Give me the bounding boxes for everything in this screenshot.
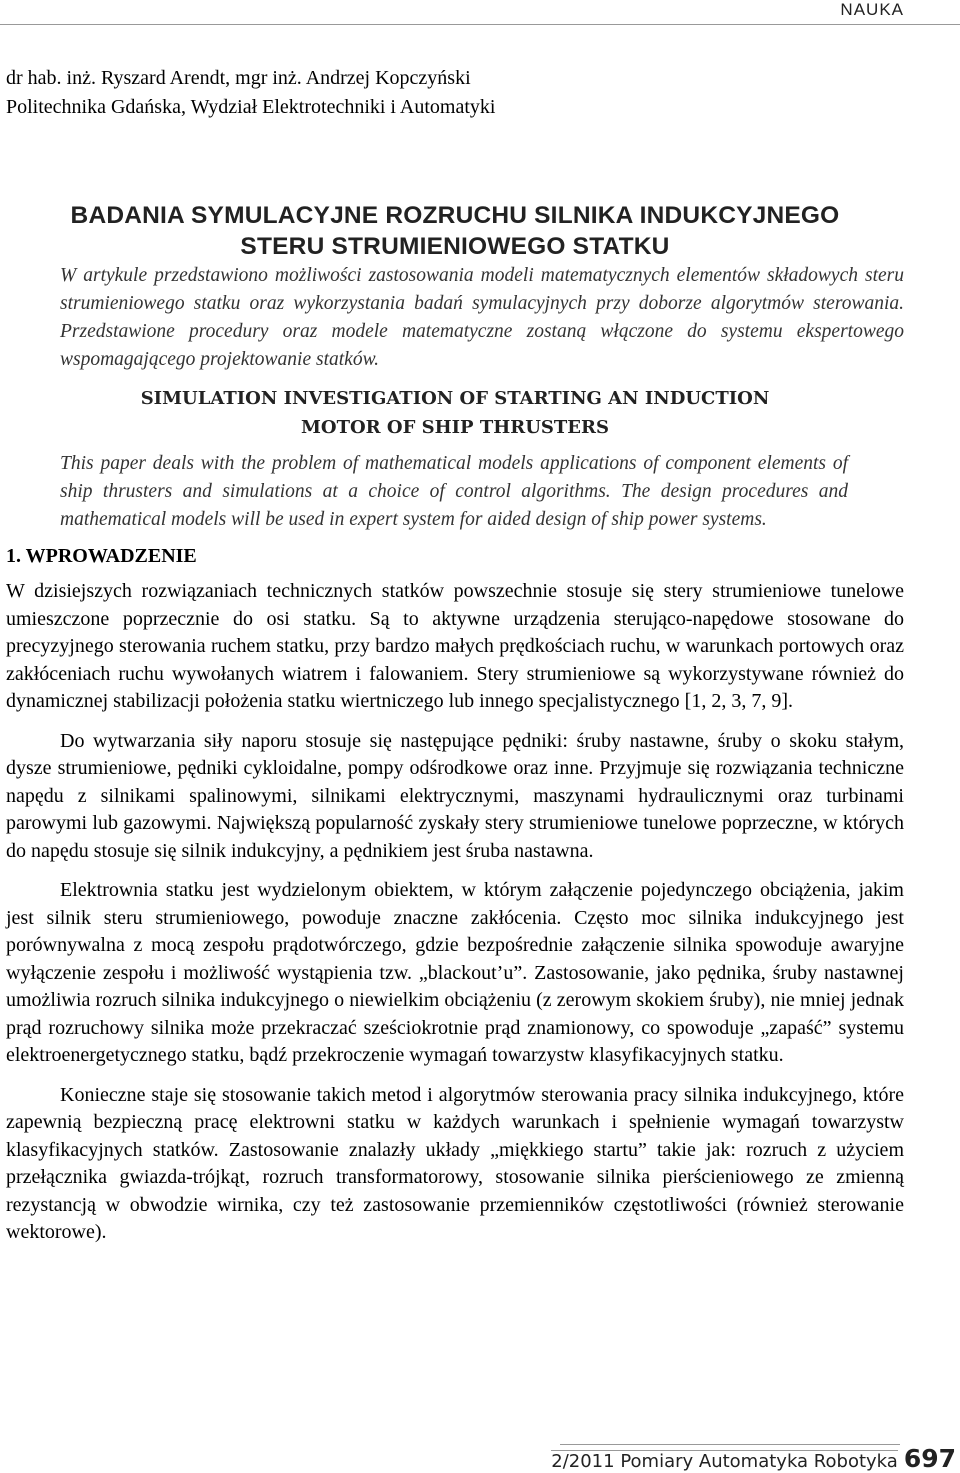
abstract-english: This paper deals with the problem of mathematical models applications of component elements of ship thrusters and simulations at a choice of control algorithms. The design procedures and mathematical models will be used in expert system for aided design of ship power systems. bbox=[60, 453, 848, 530]
author-names: dr hab. inż. Ryszard Arendt, mgr inż. Andrzej Kopczyński bbox=[6, 67, 471, 89]
abstract-polish: W artykule przedstawiono możliwości zastosowania modeli matematycznych elementów składowych steru strumieniowego statku oraz wykorzystania badań symulacyjnych przy doborze algorytmów sterowania. Przedstawione procedury oraz modele matematyczne zostaną włączone do systemu ekspertowego wspomagającego projektowanie statków. bbox=[60, 265, 904, 370]
section-heading: 1. WPROWADZENIE bbox=[6, 545, 197, 567]
author-block bbox=[6, 64, 904, 122]
title-english-line2: MOTOR OF SHIP THRUSTERS bbox=[301, 417, 609, 438]
author-affiliation: Politechnika Gdańska, Wydział Elektrotechniki i Automatyki bbox=[6, 96, 496, 118]
section-tag: NAUKA bbox=[840, 0, 904, 19]
body-paragraph: Konieczne staje się stosowanie takich metod i algorytmów sterowania pracy silnika indukcyjnego, które zapewnią bezpieczną pracę elektrowni statku w każdych warunkach i spełnienie wymagań towarzystw klasyfikacyjnych statków. Zastosowanie znalazły układy „miękkiego startu” takie jak: rozruch z użyciem przełącznika gwiazda-trójkąt, rozruch transformatorowy, stosowanie silnika pierścieniowego ze zmienną rezystancją w obwodzie wirnika, czy też zastosowanie przemienników częstotliwości (również sterowanie wektorowe). bbox=[6, 1083, 904, 1243]
title-english bbox=[6, 384, 904, 442]
page-number: 697 bbox=[903, 1444, 956, 1473]
header-divider bbox=[0, 24, 960, 25]
title-polish-line2: STERU STRUMIENIOWEGO STATKU bbox=[240, 233, 670, 260]
journal-name: 2/2011 Pomiary Automatyka Robotyka bbox=[551, 1451, 898, 1472]
article bbox=[6, 64, 904, 1247]
body-paragraph: Do wytwarzania siły naporu stosuje się następujące pędniki: śruby nastawne, śruby o skoku stałym, dysze strumieniowe, pędniki cykloidalne, pompy odśrodkowe oraz inne. Przyjmuje się rozwiązania techniczne napędu z silnikami spalinowymi, silnikami elektrycznymi, maszynami hydraulicznymi oraz turbinami parowymi lub gazowymi. Największą popularność zyskały stery strumieniowe tunelowe poprzeczne, w których do napędu stosuje się silnik indukcyjny, a pędnikiem jest śruba nastawna. bbox=[6, 729, 904, 862]
body-paragraph: W dzisiejszych rozwiązaniach technicznych statków powszechnie stosuje się stery strumieniowe tunelowe umieszczone poprzecznie do osi statku. Są to aktywne urządzenia sterująco-napędowe stosowane do precyzyjnego sterowania ruchem statku, przy bardzo małych prędkościach ruchu, w warunkach portowych oraz zakłóceniach ruchu wywołanych wiatrem i falowaniem. Stery strumieniowe są wykorzystywane również do dynamicznej stabilizacji położenia statku wiertniczego lub innego specjalistycznego [1, 2, 3, 7, 9]. bbox=[6, 580, 904, 712]
title-polish-line1: BADANIA SYMULACYJNE ROZRUCHU SILNIKA INDUKCYJNEGO bbox=[70, 202, 840, 229]
title-polish bbox=[6, 200, 904, 262]
body-paragraph: Elektrownia statku jest wydzielonym obiektem, w którym załączenie pojedynczego obciążenia, jakim jest silnik steru strumieniowego, powoduje znaczne zakłócenia. Często moc silnika indukcyjnego jest porównywalna z mocą zespołu prądotwórczego, gdzie bezpośrednie załączenie silnika spowoduje awaryjne wyłączenie zespołu i możliwość wystąpienia tzw. „blackout’u”. Zastosowanie, jako pędnika, śruby nastawnej umożliwia rozruch silnika indukcyjnego o niewielkim obciążeniu (z zerowym skokiem śruby), nie mniej jednak prąd rozruchowy silnika może przekraczać sześciokrotnie prąd znamionowy, co spowoduje „zapaść” systemu elektroenergetycznego statku, bądź przekroczenie wymagań towarzystw klasyfikacyjnych statku. bbox=[6, 879, 904, 1066]
title-english-line1: SIMULATION INVESTIGATION OF STARTING AN INDUCTION bbox=[140, 388, 770, 409]
page-footer bbox=[551, 1444, 956, 1473]
